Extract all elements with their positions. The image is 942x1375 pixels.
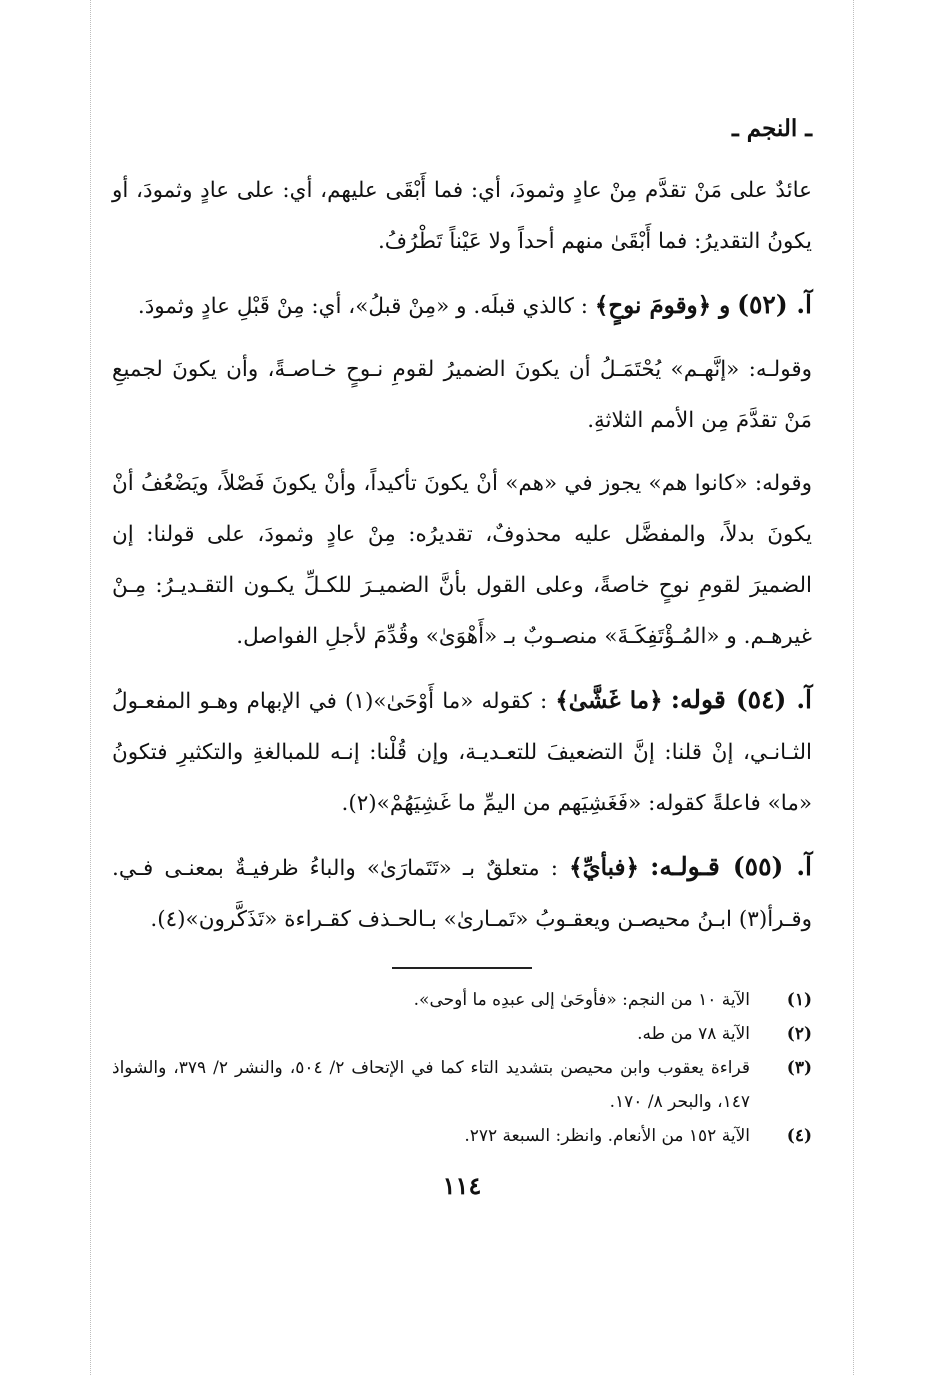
quoted-verse: ﴿ما غَشَّىٰ﴾	[555, 686, 663, 714]
footnotes	[112, 983, 812, 1153]
footnote-separator	[392, 967, 532, 969]
footnote-text: الآية ١٠ من النجم: «فأوحَىٰ إلى عبدِه ما أوحى».	[413, 989, 750, 1010]
paragraph-text: وقولـه: «إنَّهـم» يُحْتَمَـلُ أن يكونَ الضميرُ لقومِ نـوحٍ خـاصـةً، وأن يكونَ لجميعِ مَنْ تقدَّمَ مِن الأمم الثلاثةِ.	[112, 356, 812, 433]
paragraph-verse-52	[112, 279, 812, 332]
left-margin-guide	[90, 0, 91, 1375]
quoted-verse: ﴿فبأيِّ﴾	[569, 853, 640, 881]
footnote-number: (٢)	[786, 1023, 812, 1044]
verse-marker: آ. (٥٥) قـولـه:	[650, 851, 812, 881]
footnote-text: الآية ١٥٢ من الأنعام. وانظر: السبعة ٢٧٢.	[464, 1125, 750, 1146]
footnote-text: قراءة يعقوب وابن محيصن بتشديد التاء كما في الإتحاف ٢/ ٥٠٤، والنشر ٢/ ٣٧٩، والشواذ ١٤٧، والبحر ٨/ ١٧٠.	[112, 1057, 750, 1112]
footnote	[112, 1017, 812, 1051]
footnote-number: (١)	[786, 989, 812, 1010]
footnote	[112, 1051, 812, 1119]
verse-marker: آ. (٥٤) قوله:	[670, 684, 812, 714]
verse-marker: آ. (٥٢)	[737, 289, 812, 319]
quoted-verse: و ﴿وقومَ نوحٍ﴾	[594, 291, 731, 319]
right-margin-guide	[853, 0, 854, 1375]
paragraph-text: : كالذي قبلَه. و «مِنْ قبلُ»، أي: مِنْ قَبْلِ عادٍ وثمودَ.	[137, 293, 588, 319]
paragraph-text: : متعلقٌ بـ «تَتَمارَىٰ» والباءُ ظرفيـةٌ بمعنـى فـي. وقـرأ(٣) ابـنُ محيصـن ويعقـوبُ «تَمـارىٰ» بـالحـذف كقـراءة «تَذَكَّرون»(٤).	[112, 855, 812, 932]
footnote-text: الآية ٧٨ من طه.	[637, 1023, 750, 1044]
paragraph-text: وقوله: «كانوا هم» يجوز في «هم» أنْ يكونَ تأكيداً، وأنْ يكونَ فَصْلاً، ويَضْعُفُ أنْ يكونَ بدلاً، والمفضَّل عليه محذوفٌ، تقديرُه: مِنْ عادٍ وثمودَ، على قولنا: إن الضميرَ لقومِ نوحٍ خاصةً، وعلى القول بأنَّ الضميـرَ للكـلِّ يكـون التقـديـرُ: مِـنْ غيرهـم. و «المُـؤْتَفِكَـةَ» منصـوبٌ بـ «أَهْوَىٰ» وقُدِّمَ لأجلِ الفواصل.	[112, 470, 812, 649]
paragraph-text: عائدٌ على مَنْ تقدَّم مِنْ عادٍ وثمودَ، أي: فما أَبْقَى عليهم، أي: على عادٍ وثمودَ، أو يكونُ التقديرُ: فما أَبْقَىٰ منهم أحداً ولا عَيْناً تَطْرُفُ.	[112, 177, 812, 254]
footnote	[112, 983, 812, 1017]
running-head: ـ النجم ـ	[732, 115, 812, 142]
page-number: ١١٤	[442, 1170, 482, 1200]
paragraph-4	[112, 458, 812, 662]
paragraph-text: : كقوله «ما أَوْحَىٰ»(١) في الإبهام وهـو المفعـولُ الثـانـي، إنْ قلنا: إنَّ التضعيفَ للتعـديـة، وإن قُلْنا: إنـه للمبالغةِ والتكثيرِ فتكونُ «ما» فاعلةً كقوله: «فَغَشِيَهم من اليمِّ ما غَشِيَهُمْ»(٢).	[112, 688, 812, 816]
page-body	[112, 112, 812, 1200]
footnote	[112, 1119, 812, 1153]
footnote-number: (٤)	[786, 1125, 812, 1146]
paragraph-3	[112, 344, 812, 446]
paragraph-1	[112, 165, 812, 267]
paragraph-verse-55	[112, 841, 812, 945]
paragraph-verse-54	[112, 674, 812, 829]
footnote-number: (٣)	[786, 1057, 812, 1078]
